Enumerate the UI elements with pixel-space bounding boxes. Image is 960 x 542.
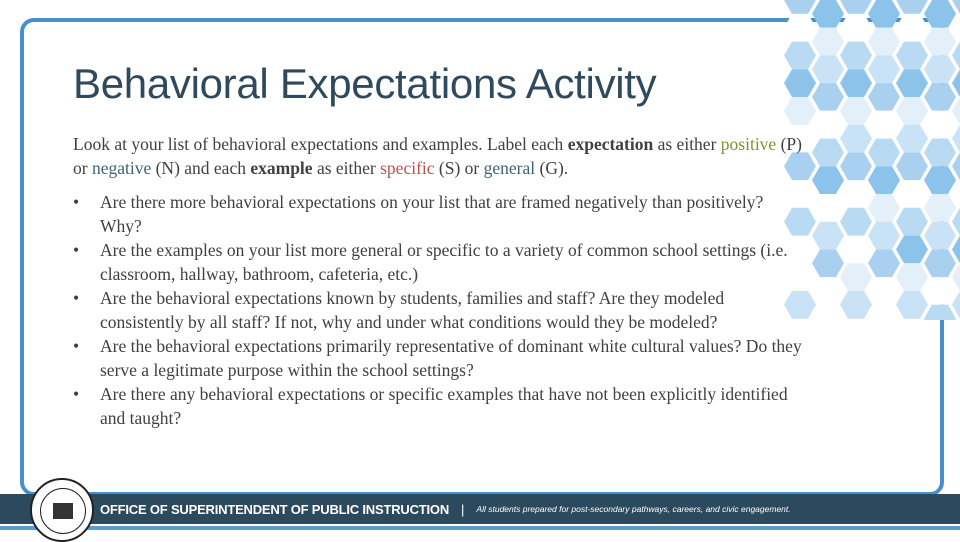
- intro-text: as either: [653, 134, 721, 154]
- hexagon-shape: [840, 125, 872, 153]
- hexagon-shape: [840, 14, 872, 42]
- slide-content: [73, 132, 808, 430]
- intro-general: general: [483, 158, 536, 178]
- hexagon-shape: [784, 0, 816, 14]
- hexagon-shape: [784, 69, 816, 97]
- hexagon-shape: [896, 180, 928, 208]
- footer-text-row: [100, 494, 791, 524]
- building-icon: [53, 503, 73, 519]
- intro-text: (G).: [535, 158, 569, 178]
- intro-text: as either: [312, 158, 381, 178]
- footer-tagline: All students prepared for post-secondary pathways, careers, and civic engagement.: [476, 504, 791, 514]
- hexagon-shape: [924, 222, 956, 250]
- hexagon-shape: [896, 0, 928, 14]
- intro-paragraph: [73, 132, 808, 180]
- hexagon-shape: [924, 83, 956, 111]
- hexagon-shape: [840, 97, 872, 125]
- hexagon-shape: [924, 28, 956, 56]
- hexagon-shape: [868, 194, 900, 222]
- hexagon-shape: [924, 139, 956, 167]
- hexagon-shape: [840, 291, 872, 319]
- intro-negative: negative: [91, 158, 152, 178]
- intro-positive: positive: [720, 134, 777, 154]
- hexagon-shape: [812, 139, 844, 167]
- hexagon-shape: [868, 139, 900, 167]
- hexagon-shape: [812, 0, 844, 28]
- hexagon-shape: [924, 0, 956, 28]
- hexagon-shape: [812, 277, 844, 305]
- list-item: • Are there any behavioral expectations or specific examples that have not been explicitly identified and taught?: [73, 382, 808, 430]
- hexagon-shape: [896, 152, 928, 180]
- hexagon-shape: [812, 111, 844, 139]
- hexagon-shape: [784, 14, 816, 42]
- hexagon-shape: [840, 263, 872, 291]
- hexagon-shape: [924, 305, 956, 320]
- hexagon-shape: [784, 97, 816, 125]
- hexagon-shape: [868, 55, 900, 83]
- hexagon-shape: [812, 83, 844, 111]
- hexagon-shape: [868, 222, 900, 250]
- hexagon-shape: [896, 208, 928, 236]
- intro-text: (P) or: [73, 134, 802, 178]
- intro-specific: specific: [380, 158, 435, 178]
- hexagon-shape: [896, 263, 928, 291]
- hexagon-shape: [840, 180, 872, 208]
- hexagon-shape: [868, 111, 900, 139]
- hexagon-shape: [840, 0, 872, 14]
- footer-stripe: [0, 526, 960, 530]
- hexagon-shape: [896, 125, 928, 153]
- hexagon-shape: [896, 291, 928, 319]
- intro-expectation: expectation: [567, 134, 654, 154]
- hexagon-shape: [840, 69, 872, 97]
- hexagon-shape: [924, 194, 956, 222]
- intro-text: Look at your list of behavioral expectations and examples. Label each: [73, 134, 568, 154]
- intro-example: example: [250, 158, 313, 178]
- list-item: • Are the behavioral expectations primarily representative of dominant white cultural values? Do they serve a legitimate purpose within the school settings?: [73, 334, 808, 382]
- hexagon-shape: [840, 208, 872, 236]
- list-item: • Are the behavioral expectations known by students, families and staff? Are they modeled consistently by all staff? If not, why and under what conditions would they be modeled?: [73, 286, 808, 334]
- hexagon-shape: [868, 249, 900, 277]
- hexagon-shape: [924, 277, 956, 305]
- hexagon-shape: [812, 166, 844, 194]
- ospi-seal-logo: [30, 478, 94, 542]
- hexagon-shape: [896, 236, 928, 264]
- hexagon-shape: [868, 28, 900, 56]
- hexagon-shape: [840, 42, 872, 70]
- slide-title: Behavioral Expectations Activity: [73, 60, 657, 107]
- hexagon-shape: [924, 249, 956, 277]
- list-item: • Are there more behavioral expectations on your list that are framed negatively than positively? Why?: [73, 190, 808, 238]
- hexagon-shape: [896, 14, 928, 42]
- hexagon-shape: [896, 69, 928, 97]
- hexagon-shape: [896, 97, 928, 125]
- hexagon-shape: [812, 222, 844, 250]
- hexagon-shape: [924, 166, 956, 194]
- organization-name: OFFICE OF SUPERINTENDENT OF PUBLIC INSTRUCTION: [100, 501, 450, 517]
- hexagon-shape: [896, 42, 928, 70]
- hexagon-shape: [868, 0, 900, 28]
- footer-separator: |: [461, 501, 465, 517]
- hexagon-shape: [812, 28, 844, 56]
- intro-text: (N) and each: [151, 158, 251, 178]
- list-item: • Are the examples on your list more general or specific to a variety of common school settings (i.e. classroom, hallway, bathroom, cafeteria, etc.): [73, 238, 808, 286]
- question-list: [73, 190, 808, 430]
- hexagon-shape: [924, 111, 956, 139]
- hexagon-shape: [868, 277, 900, 305]
- hexagon-shape: [924, 55, 956, 83]
- intro-text: (S) or: [434, 158, 484, 178]
- hexagon-shape: [868, 83, 900, 111]
- hexagon-shape: [812, 249, 844, 277]
- hexagon-shape: [840, 152, 872, 180]
- hexagon-shape: [812, 55, 844, 83]
- hexagon-shape: [868, 166, 900, 194]
- hexagon-shape: [784, 42, 816, 70]
